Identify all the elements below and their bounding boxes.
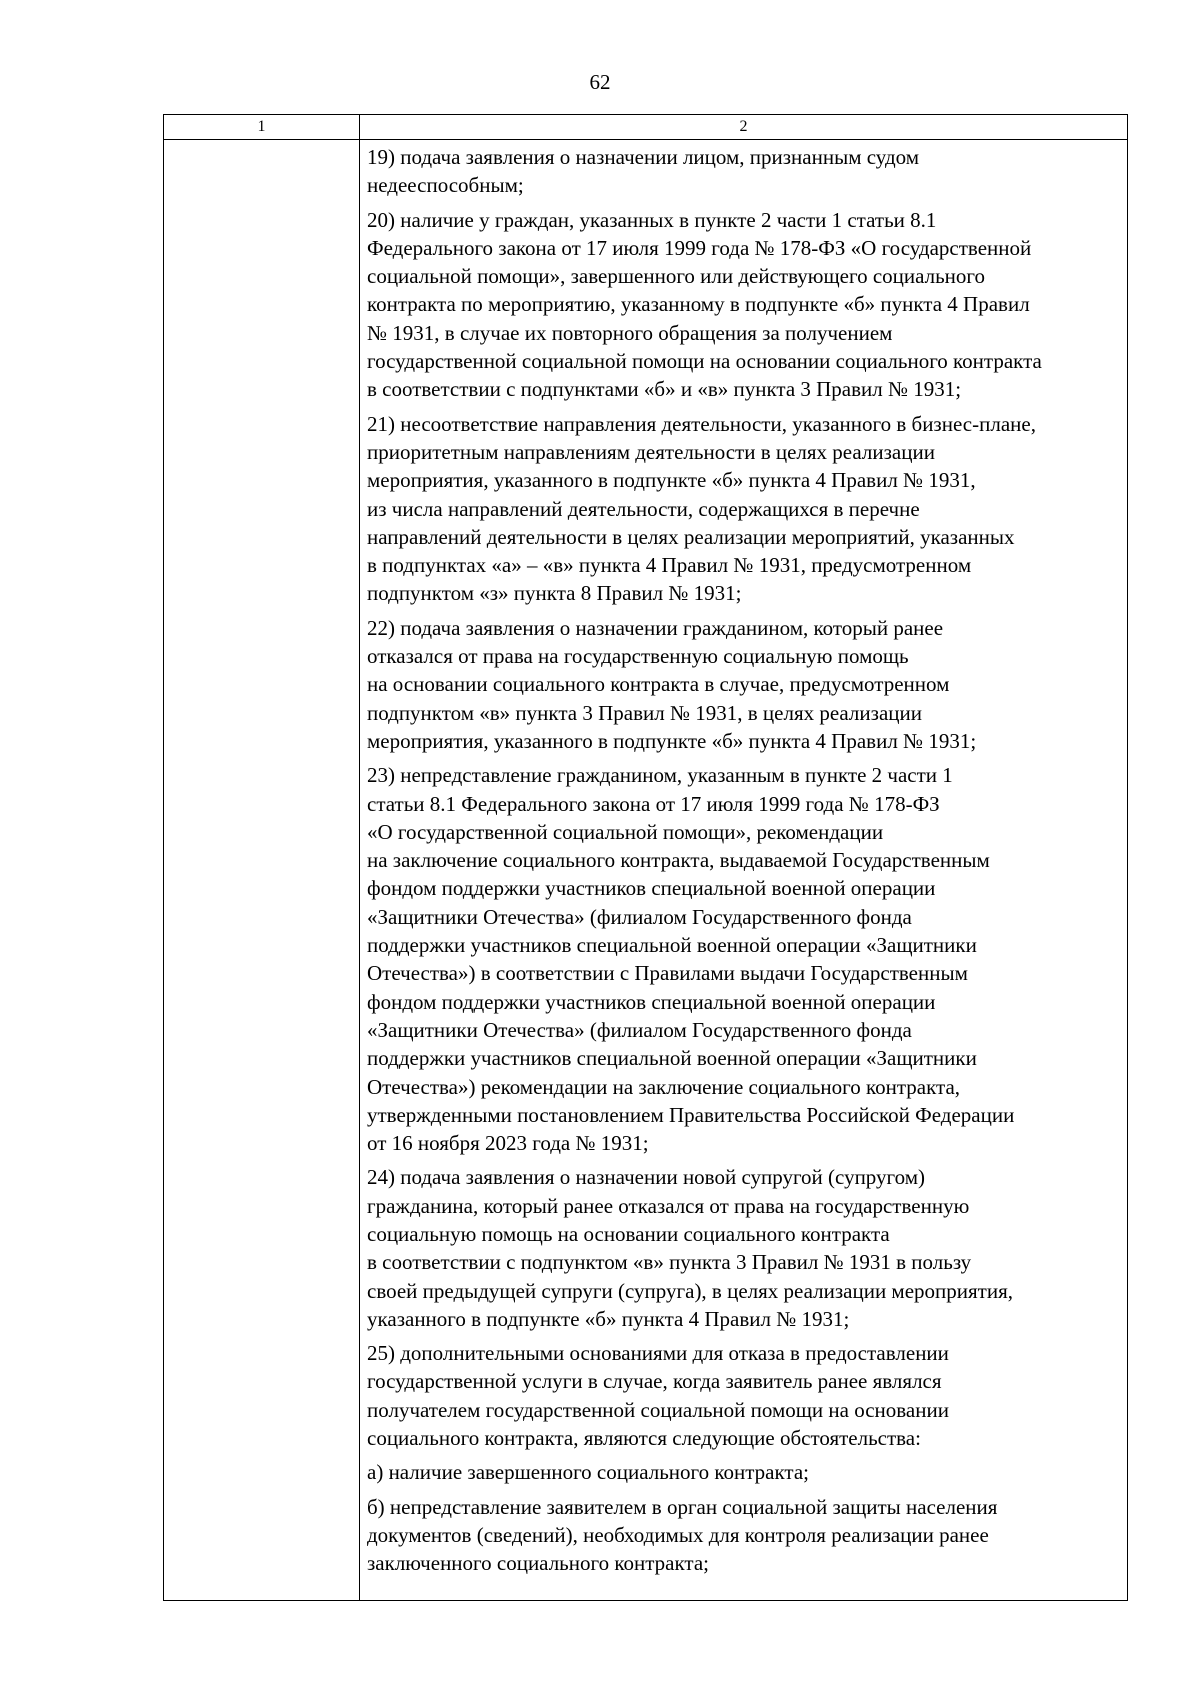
text-line: указанного в подпункте «б» пункта 4 Правил № 1931; bbox=[367, 1306, 850, 1331]
text-line: мероприятия, указанного в подпункте «б» пункта 4 Правил № 1931; bbox=[367, 728, 977, 753]
table-header-row bbox=[164, 115, 1128, 140]
text-line: социальной помощи», завершенного или действующего социального bbox=[367, 264, 986, 289]
text-line: подпунктом «з» пункта 8 Правил № 1931; bbox=[367, 581, 742, 606]
text-line: социальную помощь на основании социального контракта bbox=[367, 1221, 890, 1246]
text-line: Отечества») рекомендации на заключение социального контракта, bbox=[367, 1074, 961, 1099]
text-line: на основании социального контракта в случае, предусмотренном bbox=[367, 672, 950, 697]
text-line: социального контракта, являются следующие обстоятельства: bbox=[367, 1426, 921, 1451]
text-line: в подпунктах «а» – «в» пункта 4 Правил № 1931, предусмотренном bbox=[367, 553, 972, 578]
left-cell bbox=[164, 140, 360, 1601]
list-item bbox=[367, 761, 1121, 1157]
text-line: 19) подача заявления о назначении лицом, признанным судом bbox=[367, 145, 920, 169]
table-row bbox=[164, 140, 1128, 1601]
text-line: отказался от права на государственную социальную помощь bbox=[367, 644, 909, 669]
items-list bbox=[367, 143, 1121, 1578]
text-line: 21) несоответствие направления деятельности, указанного в бизнес-плане, bbox=[367, 411, 1036, 436]
content-cell bbox=[360, 140, 1128, 1601]
list-item bbox=[367, 410, 1121, 608]
text-line: а) наличие завершенного социального контракта; bbox=[367, 1460, 810, 1485]
text-line: в соответствии с подпунктами «б» и «в» пункта 3 Правил № 1931; bbox=[367, 377, 962, 402]
list-item bbox=[367, 206, 1121, 404]
text-line: 22) подача заявления о назначении гражданином, который ранее bbox=[367, 615, 944, 640]
text-line: контракта по мероприятию, указанному в подпункте «б» пункта 4 Правил bbox=[367, 292, 1030, 317]
text-line: «О государственной социальной помощи», рекомендации bbox=[367, 819, 884, 844]
text-line: из числа направлений деятельности, содержащихся в перечне bbox=[367, 496, 920, 521]
text-line: направлений деятельности в целях реализации мероприятий, указанных bbox=[367, 524, 1015, 549]
text-line: фондом поддержки участников специальной военной операции bbox=[367, 876, 936, 901]
column-header-2: 2 bbox=[360, 115, 1128, 140]
list-item bbox=[367, 1163, 1121, 1333]
text-line: утвержденными постановлением Правительства Российской Федерации bbox=[367, 1102, 1015, 1127]
page-number: 62 bbox=[589, 70, 611, 94]
document-table bbox=[163, 114, 1128, 1601]
text-line: поддержки участников специальной военной операции «Защитники bbox=[367, 933, 977, 958]
text-line: недееспособным; bbox=[367, 173, 524, 198]
text-line: 23) непредставление гражданином, указанным в пункте 2 части 1 bbox=[367, 763, 953, 788]
text-line: Федерального закона от 17 июля 1999 года № 178-ФЗ «О государственной bbox=[367, 235, 1032, 260]
text-line: «Защитники Отечества» (филиалом Государственного фонда bbox=[367, 1017, 912, 1042]
text-line: Отечества») в соответствии с Правилами выдачи Государственным bbox=[367, 961, 968, 986]
text-line: 24) подача заявления о назначении новой супругой (супругом) bbox=[367, 1165, 925, 1190]
text-line: статьи 8.1 Федерального закона от 17 июля 1999 года № 178-ФЗ bbox=[367, 791, 940, 816]
text-line: приоритетным направлениям деятельности в целях реализации bbox=[367, 439, 935, 464]
column-header-1: 1 bbox=[164, 115, 360, 140]
text-line: подпунктом «в» пункта 3 Правил № 1931, в целях реализации bbox=[367, 700, 922, 725]
text-line: от 16 ноября 2023 года № 1931; bbox=[367, 1131, 649, 1156]
text-line: государственной услуги в случае, когда заявитель ранее являлся bbox=[367, 1369, 942, 1394]
text-line: поддержки участников специальной военной операции «Защитники bbox=[367, 1046, 977, 1071]
text-line: своей предыдущей супруги (супруга), в целях реализации мероприятия, bbox=[367, 1278, 1013, 1303]
list-item bbox=[367, 1458, 1121, 1486]
list-item bbox=[367, 143, 1121, 200]
list-item bbox=[367, 1339, 1121, 1452]
text-line: заключенного социального контракта; bbox=[367, 1551, 709, 1576]
text-line: получателем государственной социальной помощи на основании bbox=[367, 1397, 949, 1422]
text-line: 25) дополнительными основаниями для отказа в предоставлении bbox=[367, 1341, 949, 1366]
text-line: № 1931, в случае их повторного обращения за получением bbox=[367, 320, 893, 345]
text-line: б) непредставление заявителем в орган социальной защиты населения bbox=[367, 1494, 998, 1519]
text-line: мероприятия, указанного в подпункте «б» пункта 4 Правил № 1931, bbox=[367, 468, 976, 493]
text-line: фондом поддержки участников специальной военной операции bbox=[367, 989, 936, 1014]
text-line: на заключение социального контракта, выдаваемой Государственным bbox=[367, 848, 990, 873]
list-item bbox=[367, 1493, 1121, 1578]
text-line: в соответствии с подпунктом «в» пункта 3 Правил № 1931 в пользу bbox=[367, 1250, 972, 1275]
text-line: «Защитники Отечества» (филиалом Государственного фонда bbox=[367, 904, 912, 929]
list-item bbox=[367, 614, 1121, 755]
text-line: документов (сведений), необходимых для контроля реализации ранее bbox=[367, 1522, 989, 1547]
text-line: 20) наличие у граждан, указанных в пункте 2 части 1 статьи 8.1 bbox=[367, 207, 937, 232]
text-line: государственной социальной помощи на основании социального контракта bbox=[367, 349, 1042, 374]
text-line: гражданина, который ранее отказался от права на государственную bbox=[367, 1193, 970, 1218]
